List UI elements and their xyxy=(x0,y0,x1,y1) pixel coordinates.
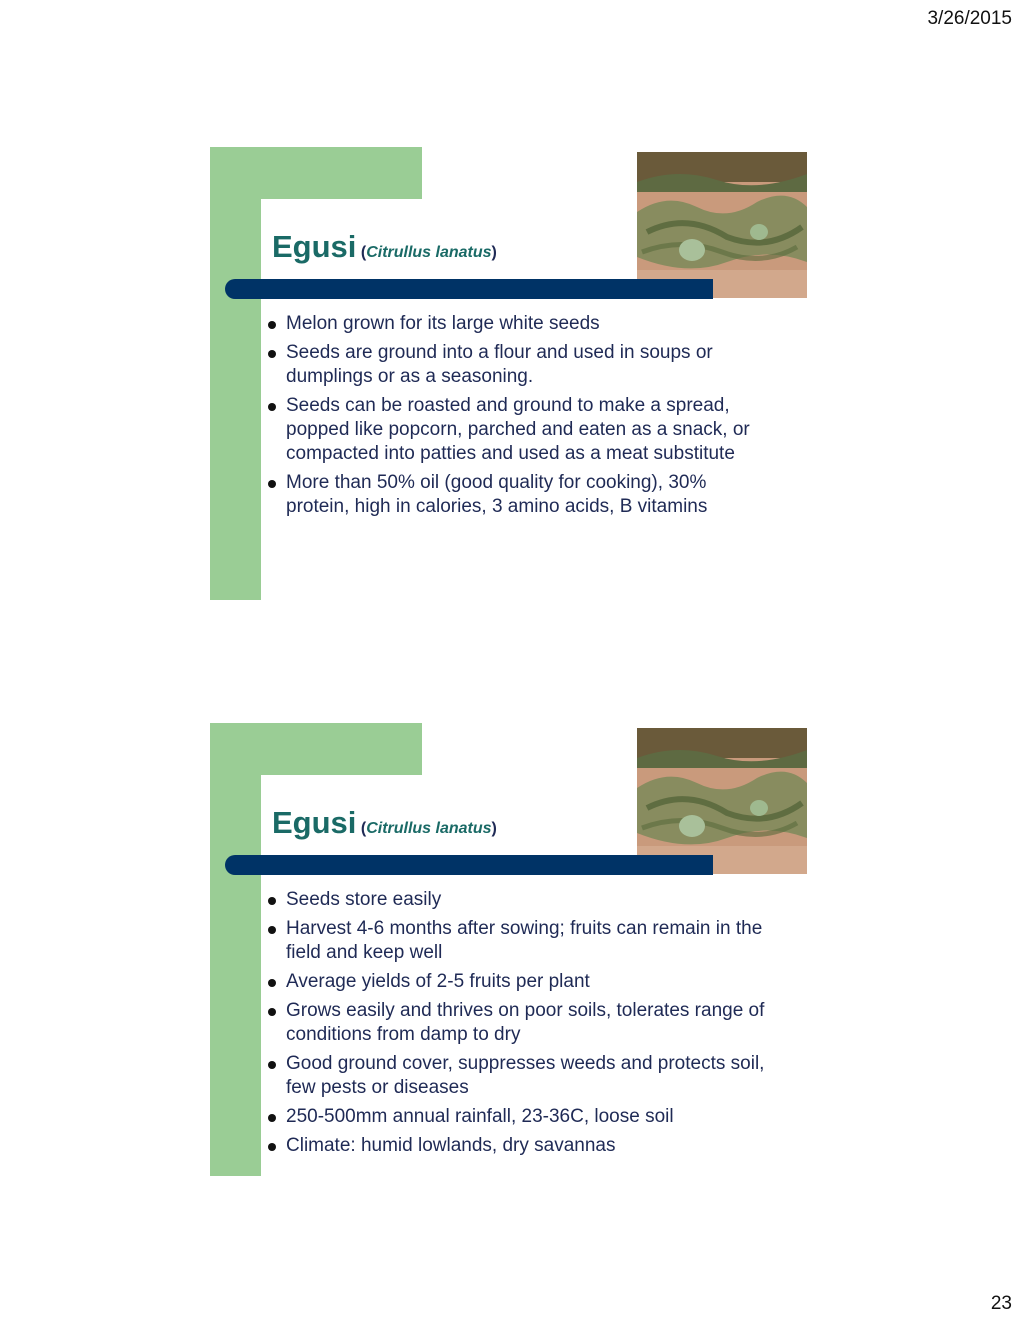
title-underline-bar xyxy=(225,279,713,299)
bullet-dot-icon xyxy=(268,321,276,329)
bullet-dot-icon xyxy=(268,1114,276,1122)
title-paren-open: ( xyxy=(360,820,367,837)
melon-plant-photo xyxy=(637,728,807,874)
bullet-dot-icon xyxy=(268,403,276,411)
bullet-text: Climate: humid lowlands, dry savannas xyxy=(286,1135,616,1156)
title-underline-bar xyxy=(225,855,713,875)
bullet-dot-icon xyxy=(268,1008,276,1016)
list-item xyxy=(265,341,765,389)
bullet-dot-icon xyxy=(268,1061,276,1069)
list-item xyxy=(265,970,765,994)
bullet-text: More than 50% oil (good quality for cooking), 30% protein, high in calories, 3 amino acids, B vitamins xyxy=(286,472,708,517)
list-item xyxy=(265,471,765,519)
melon-plant-photo xyxy=(637,152,807,298)
slide-2 xyxy=(210,723,810,1176)
list-item xyxy=(265,917,765,965)
title-paren-open: ( xyxy=(360,244,367,261)
bullet-text: Seeds can be roasted and ground to make a spread, popped like popcorn, parched and eaten as a snack, or compacted into patties and used as a meat substitute xyxy=(286,395,750,464)
list-item xyxy=(265,312,765,336)
page-date: 3/26/2015 xyxy=(927,8,1012,29)
title-common-name: Egusi xyxy=(272,229,357,264)
title-scientific-name: Citrullus lanatus xyxy=(366,820,492,837)
bullet-text: Grows easily and thrives on poor soils, tolerates range of conditions from damp to dry xyxy=(286,1000,765,1045)
bullet-dot-icon xyxy=(268,926,276,934)
green-accent-bar xyxy=(210,723,261,1176)
bullet-list xyxy=(265,888,765,1163)
title-common-name: Egusi xyxy=(272,805,357,840)
slide-title xyxy=(272,805,497,841)
green-accent-bar xyxy=(210,147,261,600)
list-item xyxy=(265,999,765,1047)
list-item xyxy=(265,1052,765,1100)
page-number: 23 xyxy=(990,1293,1012,1314)
bullet-dot-icon xyxy=(268,897,276,905)
bullet-list xyxy=(265,312,765,524)
slide-1 xyxy=(210,147,810,600)
bullet-dot-icon xyxy=(268,1143,276,1151)
title-paren-close: ) xyxy=(491,820,497,837)
list-item xyxy=(265,1105,765,1129)
bullet-text: Seeds store easily xyxy=(286,889,442,910)
slide-title xyxy=(272,229,497,265)
bullet-dot-icon xyxy=(268,350,276,358)
bullet-text: 250-500mm annual rainfall, 23-36C, loose soil xyxy=(286,1106,674,1127)
bullet-text: Seeds are ground into a flour and used in soups or dumplings or as a seasoning. xyxy=(286,342,713,387)
bullet-text: Melon grown for its large white seeds xyxy=(286,313,600,334)
title-paren-close: ) xyxy=(491,244,497,261)
bullet-dot-icon xyxy=(268,480,276,488)
bullet-text: Harvest 4-6 months after sowing; fruits can remain in the field and keep well xyxy=(286,918,763,963)
bullet-dot-icon xyxy=(268,979,276,987)
bullet-text: Average yields of 2-5 fruits per plant xyxy=(286,971,590,992)
bullet-text: Good ground cover, suppresses weeds and protects soil, few pests or diseases xyxy=(286,1053,765,1098)
list-item xyxy=(265,888,765,912)
title-scientific-name: Citrullus lanatus xyxy=(366,244,492,261)
list-item xyxy=(265,1134,765,1158)
list-item xyxy=(265,394,765,466)
